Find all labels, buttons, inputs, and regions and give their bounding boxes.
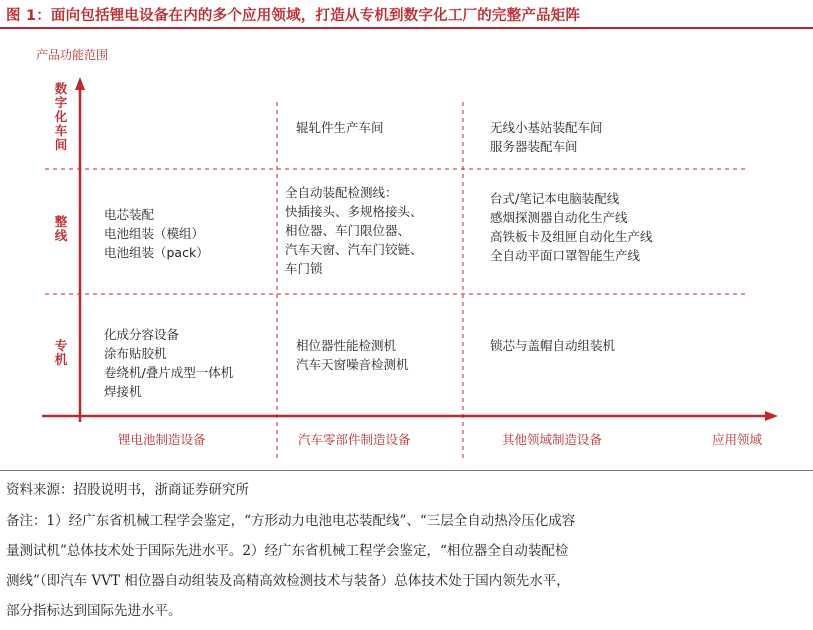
cell-item: 汽车天窗噪音检测机	[296, 357, 409, 372]
note-line-3: 测线”（即汽车 VVT 相位器自动组装及高精高效检测技术与装备）总体技术处于国内领先水平，	[6, 573, 570, 589]
source-note: 资料来源：招股说明书，浙商证券研究所	[6, 482, 249, 498]
cell-item: 电池组装（pack）	[104, 245, 209, 260]
cell-line-battery	[104, 205, 209, 262]
cell-item: 焊接机	[104, 384, 142, 399]
cell-item: 化成分容设备	[104, 327, 180, 342]
cell-item: 相位器性能检测机	[296, 338, 397, 353]
note-line-1: 备注：1）经广东省机械工程学会鉴定，“方形动力电池电芯装配线”、“三层全自动热冷压化成容	[6, 513, 576, 529]
cell-item: 汽车天窗、汽车门铰链、	[285, 242, 423, 257]
note-line-4: 部分指标达到国际先进水平。	[6, 603, 182, 619]
cell-item: 辊轧件生产车间	[296, 120, 384, 135]
cell-item: 电芯装配	[104, 207, 155, 222]
cell-item: 无线小基站装配车间	[490, 120, 603, 135]
title-divider	[0, 27, 813, 29]
cell-special-battery	[104, 325, 233, 401]
cell-item: 台式/笔记本电脑装配线	[490, 191, 620, 206]
x-category-other: 其他领域制造设备	[502, 432, 603, 447]
cell-special-other	[490, 336, 615, 355]
figure-title: 图 1：面向包括锂电设备在内的多个应用领域，打造从专机到数字化工厂的完整产品矩阵	[6, 8, 581, 24]
cell-item: 相位器、车门限位器、	[285, 223, 411, 238]
y-axis-arrow	[75, 77, 85, 90]
cell-item: 卷绕机/叠片成型一体机	[104, 365, 234, 380]
cell-item: 全自动装配检测线：	[285, 185, 398, 200]
y-level-special-machine: 专机	[54, 338, 68, 367]
cell-item: 快插接头、多规格接头、	[285, 204, 423, 219]
x-category-auto-parts: 汽车零部件制造设备	[298, 432, 411, 447]
product-matrix-chart	[0, 30, 813, 470]
note-line-2: 量测试机”总体技术处于国际先进水平。2）经广东省机械工程学会鉴定，“相位器全自动装配检	[6, 543, 569, 559]
x-axis-title: 应用领域	[712, 432, 763, 447]
footer-divider	[0, 470, 813, 471]
cell-item: 电池组装（模组）	[104, 226, 205, 241]
cell-item: 高铁板卡及组匣自动化生产线	[490, 229, 653, 244]
x-axis-arrow	[765, 411, 778, 421]
cell-item: 全自动平面口罩智能生产线	[490, 248, 641, 263]
cell-item: 车门锁	[285, 261, 323, 276]
cell-line-auto	[285, 183, 423, 278]
cell-digital-other	[490, 118, 603, 156]
cell-item: 感烟探测器自动化生产线	[490, 210, 628, 225]
cell-item: 涂布贴胶机	[104, 346, 167, 361]
cell-line-other	[490, 189, 653, 265]
y-axis-title: 产品功能范围	[36, 48, 109, 62]
y-level-full-line: 整线	[54, 214, 68, 243]
x-category-battery: 锂电池制造设备	[118, 432, 206, 447]
cell-item: 锁芯与盖帽自动组装机	[490, 338, 616, 353]
cell-special-auto	[296, 336, 409, 374]
y-level-digital-workshop: 数字化车间	[54, 81, 68, 152]
cell-item: 服务器装配车间	[490, 139, 578, 154]
cell-digital-auto	[296, 118, 384, 137]
